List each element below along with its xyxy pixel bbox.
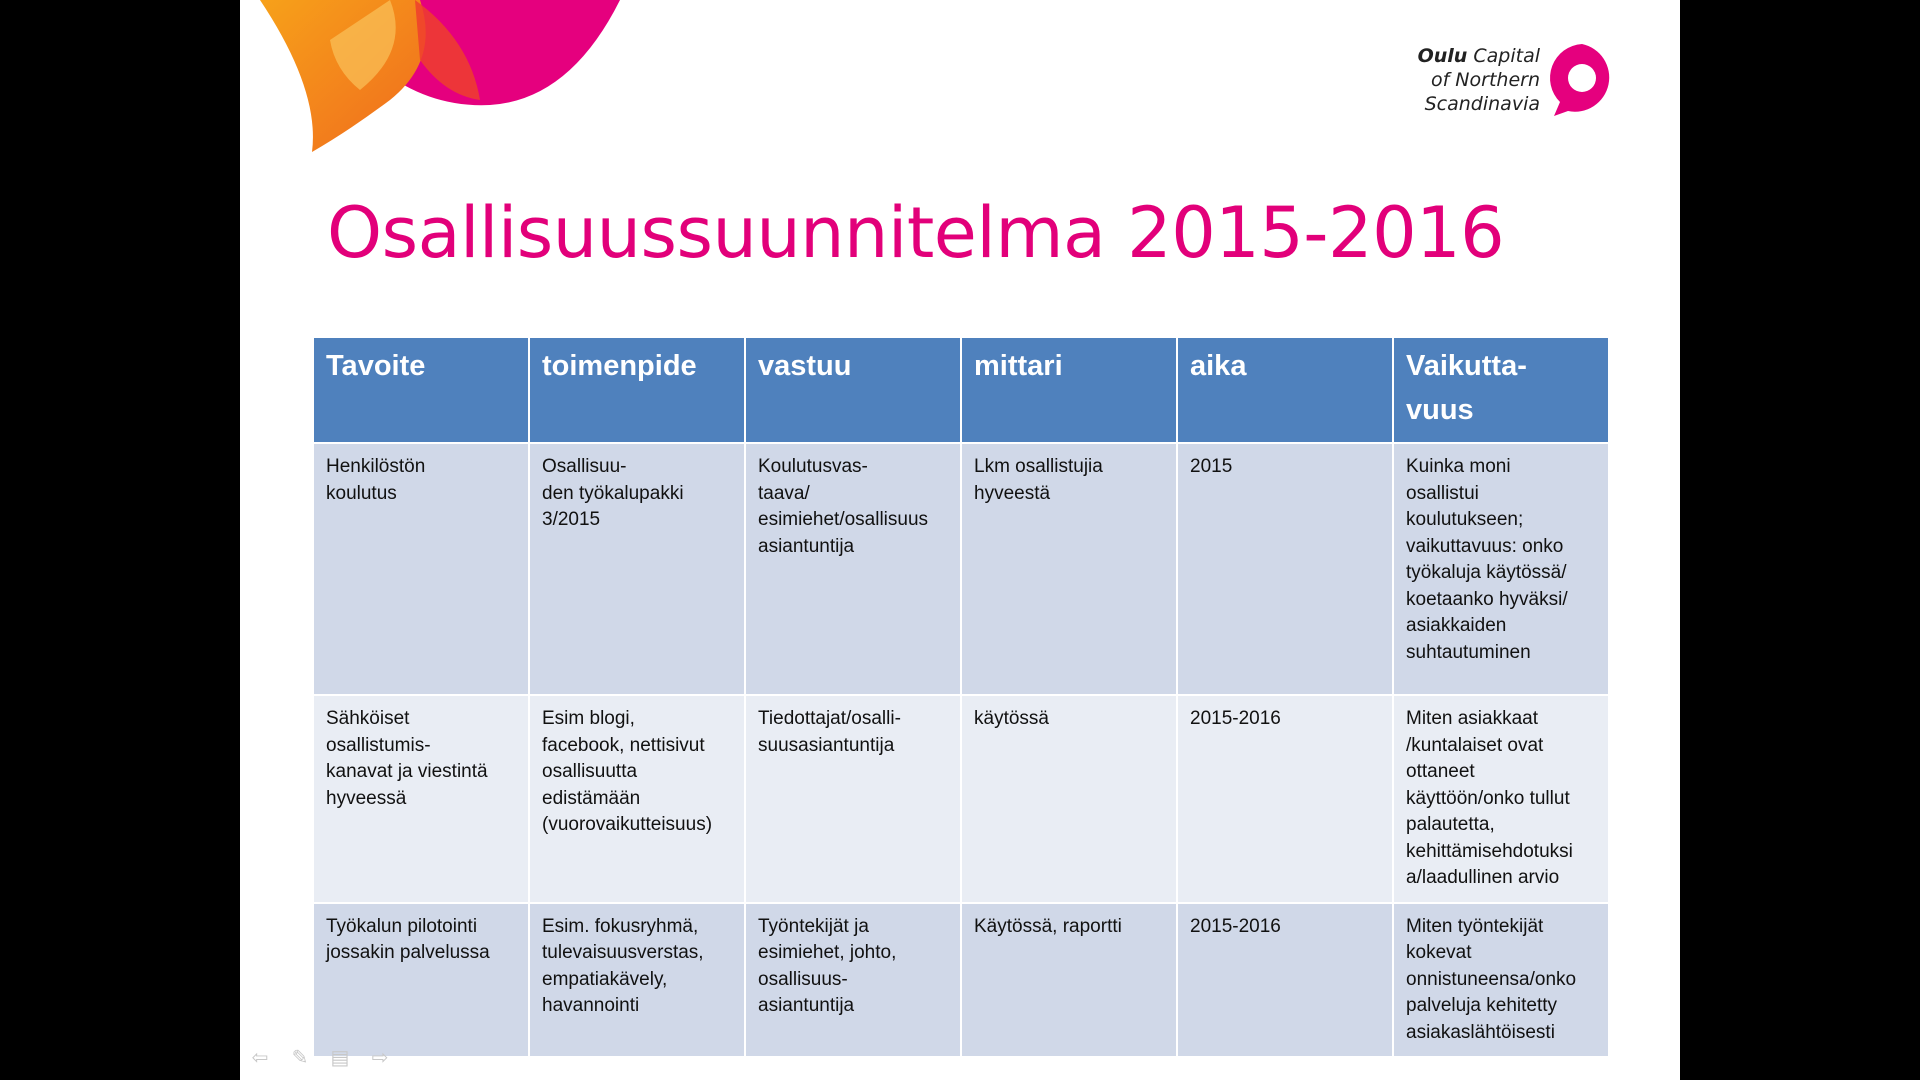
slide [240,0,1680,1080]
participation-plan-table [312,336,1610,1058]
table-row [313,443,1609,695]
logo-word-oulu: Oulu [1417,45,1468,67]
table-cell: 2015 [1177,443,1393,695]
table-cell: Sähköiset osallistumis- kanavat ja viestintä hyveessä [313,695,529,903]
decorative-shape [240,0,660,160]
table-cell: Käytössä, raportti [961,903,1177,1058]
table-cell: Esim blogi, facebook, nettisivut osallisuutta edistämään (vuorovaikutteisuus) [529,695,745,903]
column-header: Tavoite [313,337,529,443]
table-cell: 2015-2016 [1177,903,1393,1058]
logo-text [1390,44,1540,116]
pen-icon[interactable]: ✎ [291,1047,309,1069]
column-header: toimenpide [529,337,745,443]
table-cell: Työntekijät ja esimiehet, johto, osallisuus- asiantuntija [745,903,961,1058]
table-cell: Koulutusvas- taava/ esimiehet/osallisuus asiantuntija [745,443,961,695]
logo-word-capital: Capital [1467,45,1540,67]
table-row [313,903,1609,1058]
table-cell: 2015-2016 [1177,695,1393,903]
table-row [313,695,1609,903]
table-cell: Työkalun pilotointi jossakin palvelussa [313,903,529,1058]
logo-line-2: of Northern [1430,69,1540,91]
column-header: vastuu [745,337,961,443]
table-cell: käytössä [961,695,1177,903]
table-cell: Miten työntekijät kokevat onnistuneensa/onko palveluja kehitetty asiakaslähtöisesti [1393,903,1609,1058]
table-cell: Osallisuu- den työkalupakki 3/2015 [529,443,745,695]
forward-arrow-icon[interactable]: ⇨ [371,1047,389,1069]
table-header-row [313,337,1609,443]
table-cell: Lkm osallistujia hyveestä [961,443,1177,695]
table-cell: Kuinka moni osallistui koulutukseen; vaikuttavuus: onko työkaluja käytössä/ koetaanko hyväksi/ asiakkaiden suhtautuminen [1393,443,1609,695]
menu-icon[interactable]: ▤ [330,1047,350,1069]
back-arrow-icon[interactable]: ⇦ [251,1047,269,1069]
table-cell: Esim. fokusryhmä, tulevaisuusverstas, empatiakävely, havannointi [529,903,745,1058]
page-title: Osallisuussuunnitelma 2015-2016 [327,192,1505,274]
speech-bubble-logo-icon [1542,40,1622,120]
slideshow-navigation [248,1045,392,1071]
column-header: mittari [961,337,1177,443]
logo-line-3: Scandinavia [1424,93,1540,115]
column-header: aika [1177,337,1393,443]
table-cell: Henkilöstön koulutus [313,443,529,695]
table-cell: Tiedottajat/osalli- suusasiantuntija [745,695,961,903]
column-header: Vaikutta- vuus [1393,337,1609,443]
oulu-logo [1390,40,1620,120]
table-cell: Miten asiakkaat /kuntalaiset ovat ottaneet käyttöön/onko tullut palautetta, kehittämisehdotuksi a/laadullinen arvio [1393,695,1609,903]
